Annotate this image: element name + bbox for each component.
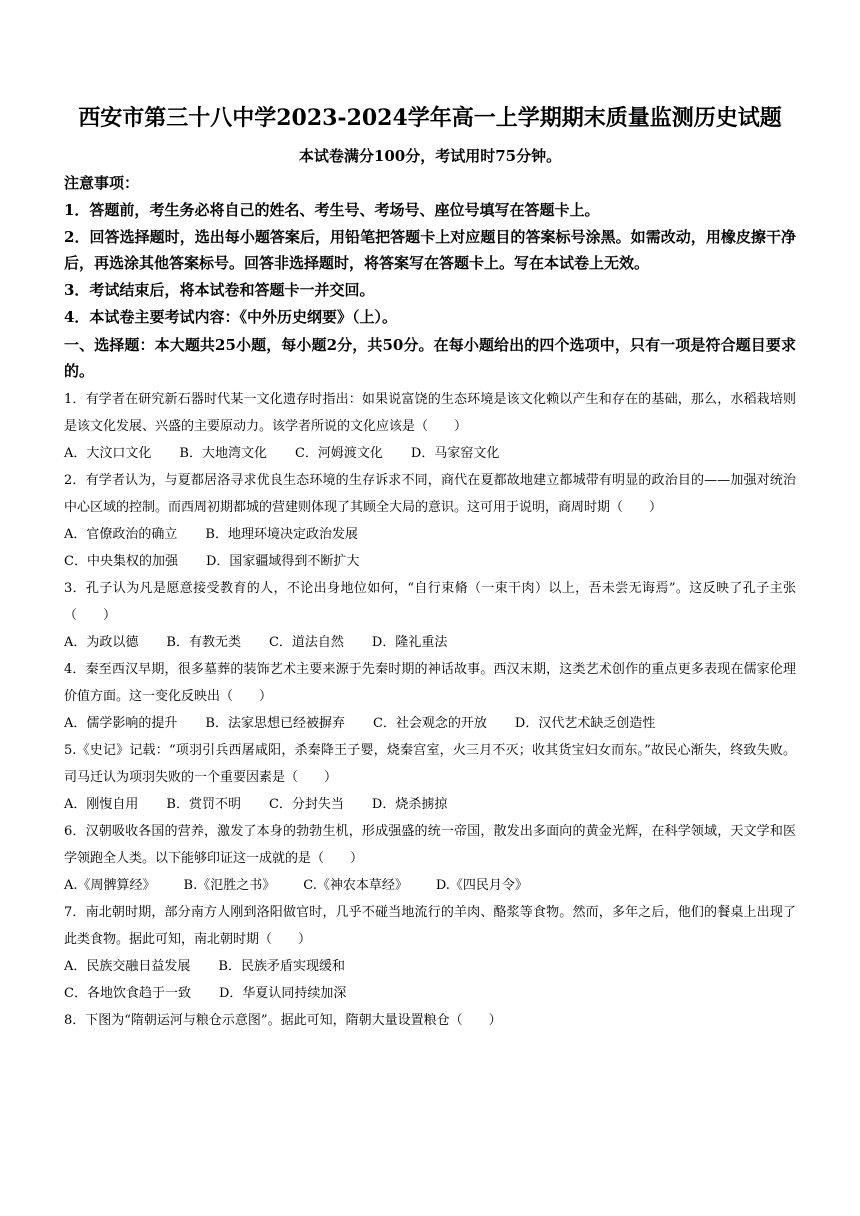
note-item: 2．回答选择题时，选出每小题答案后，用铅笔把答题卡上对应题目的答案标号涂黑。如需改动，用橡皮擦干净后，再选涂其他答案标号。回答非选择题时，将答案写在答题卡上。写在本试卷上无效。 xyxy=(64,228,796,272)
question-block xyxy=(64,1007,796,1034)
option-row xyxy=(64,548,796,575)
answer-option: B．有教无类 xyxy=(166,635,241,650)
question-stem: 3．孔子认为凡是愿意接受教育的人，不论出身地位如何，“自行束脩（一束干肉）以上，吾未尝无诲焉”。这反映了孔子主张（ ） xyxy=(64,581,796,623)
answer-option: D．国家疆域得到不断扩大 xyxy=(205,554,360,569)
answer-option: B．法家思想已经被摒弃 xyxy=(205,716,345,731)
answer-option: A．民族交融日益发展 xyxy=(64,959,191,974)
answer-option: D．隆礼重法 xyxy=(371,635,448,650)
answer-option: A．为政以德 xyxy=(64,635,139,650)
option-row xyxy=(64,791,796,818)
note-item: 4．本试卷主要考试内容：《中外历史纲要》（上）。 xyxy=(64,308,397,326)
question-stem: 1．有学者在研究新石器时代某一文化遗存时指出：如果说富饶的生态环境是该文化赖以产生和存在的基础，那么，水稻栽培则是该文化发展、兴盛的主要原动力。该学者所说的文化应该是（ ） xyxy=(64,392,796,434)
question-stem: 8．下图为“隋朝运河与粮仓示意图”。据此可知，隋朝大量设置粮仓（ ） xyxy=(64,1013,502,1028)
answer-option: B．地理环境决定政治发展 xyxy=(205,527,358,542)
question-stem: 4．秦至西汉早期，很多墓葬的装饰艺术主要来源于先秦时期的神话故事。西汉末期，这类艺术创作的重点更多表现在儒家伦理价值方面。这一变化反映出（ ） xyxy=(64,662,796,704)
exam-subtitle: 本试卷满分100分，考试用时75分钟。 xyxy=(298,147,562,165)
option-row xyxy=(64,953,796,980)
answer-option: C.《神农本草经》 xyxy=(303,878,408,893)
answer-option: D．汉代艺术缺乏创造性 xyxy=(514,716,656,731)
question-block xyxy=(64,818,796,899)
answer-option: D．烧杀掳掠 xyxy=(371,797,448,812)
answer-option: C．中央集权的加强 xyxy=(64,554,178,569)
answer-option: A．官僚政治的确立 xyxy=(64,527,178,542)
exam-title: 西安市第三十八中学2023-2024学年高一上学期期末质量监测历史试题 xyxy=(78,105,782,131)
answer-option: B．赏罚不明 xyxy=(166,797,241,812)
answer-option: B．民族矛盾实现缓和 xyxy=(218,959,345,974)
option-row xyxy=(64,629,796,656)
question-stem: 6．汉朝吸收各国的营养，激发了本身的勃勃生机，形成强盛的统一帝国，散发出多面向的黄金光辉，在科学领域，天文学和医学领跑全人类。以下能够印证这一成就的是（ ） xyxy=(64,824,796,866)
question-block xyxy=(64,737,796,818)
answer-option: D．华夏认同持续加深 xyxy=(218,986,347,1001)
answer-option: C．各地饮食趋于一致 xyxy=(64,986,191,1001)
answer-option: C．分封失当 xyxy=(268,797,344,812)
answer-option: D.《四民月令》 xyxy=(435,878,528,893)
option-row xyxy=(64,872,796,899)
question-block xyxy=(64,386,796,467)
option-row xyxy=(64,440,796,467)
option-row xyxy=(64,980,796,1007)
answer-option: D．马家窑文化 xyxy=(410,446,500,461)
exam-content xyxy=(64,170,796,1034)
option-row xyxy=(64,521,796,548)
question-list xyxy=(64,386,796,1034)
note-item: 3．考试结束后，将本试卷和答题卡一并交回。 xyxy=(64,281,375,299)
answer-option: B．大地湾文化 xyxy=(179,446,267,461)
answer-option: C．河姆渡文化 xyxy=(294,446,383,461)
answer-option: B.《氾胜之书》 xyxy=(183,878,276,893)
question-stem: 2．有学者认为，与夏都居洛寻求优良生态环境的生存诉求不同，商代在夏都故地建立都城带有明显的政治目的——加强对统治中心区域的控制。而西周初期都城的营建则体现了其顾全大局的意识。这可用于说明，商周时期（ ） xyxy=(64,473,796,515)
answer-option: A．大汶口文化 xyxy=(64,446,152,461)
note-item: 1．答题前，考生务必将自己的姓名、考生号、考场号、座位号填写在答题卡上。 xyxy=(64,201,600,219)
section-title: 一、选择题：本大题共25小题，每小题2分，共50分。在每小题给出的四个选项中，只有一项是符合题目要求的。 xyxy=(64,336,796,380)
question-block xyxy=(64,467,796,575)
answer-option: A.《周髀算经》 xyxy=(64,878,156,893)
question-block xyxy=(64,575,796,656)
notes-list xyxy=(64,197,796,330)
notes-title: 注意事项： xyxy=(64,174,140,192)
question-block xyxy=(64,899,796,1007)
question-stem: 5.《史记》记载：“项羽引兵西屠咸阳，杀秦降王子婴，烧秦宫室，火三月不灭；收其货宝妇女而东。”故民心渐失，终致失败。司马迁认为项羽失败的一个重要因素是（ ） xyxy=(64,743,796,785)
question-stem: 7．南北朝时期，部分南方人刚到洛阳做官时，几乎不碰当地流行的羊肉、酪浆等食物。然而，多年之后，他们的餐桌上出现了此类食物。据此可知，南北朝时期（ ） xyxy=(64,905,796,947)
answer-option: C．社会观念的开放 xyxy=(372,716,487,731)
option-row xyxy=(64,710,796,737)
question-block xyxy=(64,656,796,737)
answer-option: C．道法自然 xyxy=(268,635,344,650)
answer-option: A．儒学影响的提升 xyxy=(64,716,178,731)
answer-option: A．刚愎自用 xyxy=(64,797,139,812)
